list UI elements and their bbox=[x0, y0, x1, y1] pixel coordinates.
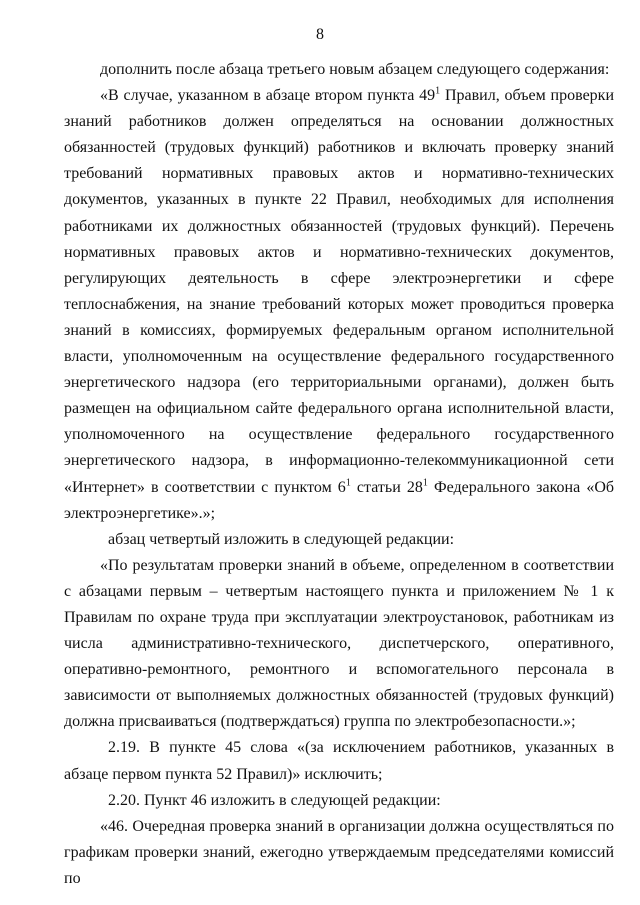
superscript: 1 bbox=[435, 85, 441, 97]
page-number: 8 bbox=[316, 26, 324, 43]
paragraph-quoted-results: «По результатам проверки знаний в объеме, определенном в соответствии с абзацами первым – четвертым настоящего пункта и приложением № 1 к Правилам по охране труда при эксплуатации электроустановок, работникам из числа административно-технического, диспетчерского, оперативного, оперативно-ремонтного, ремонтного и вспомогательного персонала в зависимости от выполняемых должностных обязанностей (трудовых функций) должна присваиваться (подтверждаться) группа по электробезопасности.»; bbox=[64, 556, 614, 731]
paragraph-item-2-20: 2.20. Пункт 46 изложить в следующей редакции: bbox=[108, 791, 441, 809]
superscript: 1 bbox=[422, 477, 428, 489]
document-body bbox=[64, 57, 614, 892]
superscript: 1 bbox=[345, 477, 351, 489]
text-run: Правил, объем проверки знаний работников должен определяться на основании должностных обязанностей (трудовых функций) работников и включать проверку знаний требований нормативных правовых актов и нормативно-технических документов, указанных в пункте 22 Правил, необходимых для исполнения работниками их должностных обязанностей (трудовых функций). Перечень нормативных правовых актов и нормативно-технических документов, регулирующих деятельность в сфере электроэнергетики и сфере теплоснабжения, на знание требований которых может проводиться проверка знаний в комиссиях, формируемых федеральным органом исполнительной власти, уполномоченным на осуществление федерального государственного энергетического надзора (его территориальными органами), должен быть размещен на официальном сайте федерального органа исполнительной власти, уполномоченного на осуществление федерального государственного энергетического надзора, в информационно-телекоммуникационной сети «Интернет» в соответствии с пунктом 6 bbox=[64, 87, 615, 496]
paragraph-quoted-insert bbox=[64, 83, 614, 527]
paragraph-item-2-19: 2.19. В пункте 45 слова «(за исключением работников, указанных в абзаце первом пункта 52 Правил)» исключить; bbox=[64, 739, 614, 783]
paragraph-quoted-46: «46. Очередная проверка знаний в организации должна осуществляться по графикам проверки знаний, ежегодно утверждаемым председателями комиссий по bbox=[64, 817, 614, 887]
paragraph-amend-intro: дополнить после абзаца третьего новым абзацем следующего содержания: bbox=[100, 61, 610, 78]
text-run: «В случае, указанном в абзаце втором пункта 49 bbox=[100, 87, 436, 105]
paragraph-fourth-amend: абзац четвертый изложить в следующей редакции: bbox=[108, 530, 455, 548]
text-run: Федерального закона «Об электроэнергетике».»; bbox=[64, 478, 615, 522]
text-run: статьи 28 bbox=[350, 478, 423, 496]
